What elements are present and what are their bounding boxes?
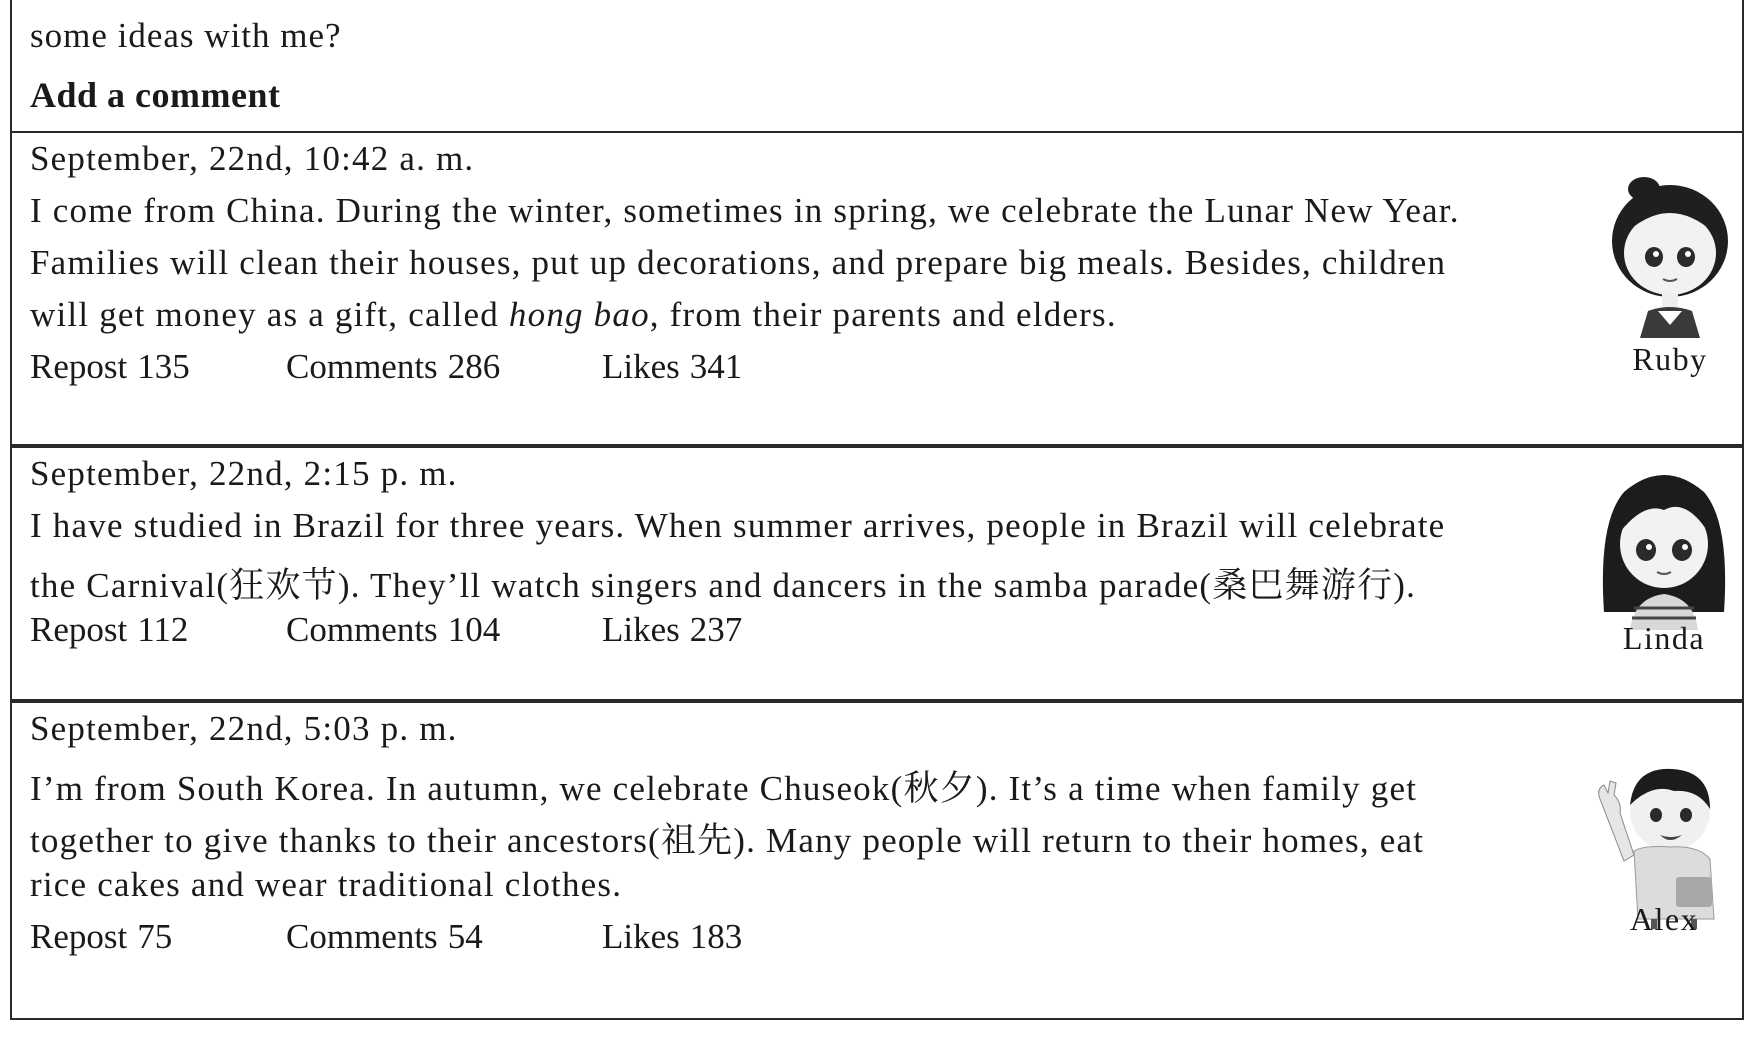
post-text-line: together to give thanks to their ancestors(祖先). Many people will return to their homes, eat (30, 821, 1425, 860)
likes-label: Likes (602, 917, 680, 956)
repost-count: 135 (137, 347, 190, 386)
post-text-line: I’m from South Korea. In autumn, we celebrate Chuseok(秋夕). It’s a time when family get (30, 769, 1418, 808)
comment-post-alex (12, 701, 1742, 1018)
post-text-segment: , from their parents and elders. (649, 295, 1117, 334)
post-timestamp: September, 22nd, 2:15 p. m. (30, 454, 458, 493)
likes-stat[interactable] (602, 610, 742, 650)
likes-count: 237 (689, 610, 743, 649)
forum-frame (10, 0, 1744, 1020)
post-text-line: Families will clean their houses, put up decorations, and prepare big meals. Besides, children (30, 243, 1447, 282)
repost-label: Repost (30, 610, 128, 649)
comments-label: Comments (286, 610, 438, 649)
author-name: Alex (1629, 901, 1699, 937)
post-text-line: I come from China. During the winter, sometimes in spring, we celebrate the Lunar New Year. (30, 191, 1460, 230)
comment-post-linda (12, 446, 1742, 701)
comments-stat[interactable] (286, 610, 500, 650)
post-text-italic: hong bao (508, 295, 650, 334)
comment-post-ruby (12, 133, 1742, 446)
comments-stat[interactable] (286, 917, 483, 957)
comments-count: 286 (447, 347, 501, 386)
author-avatar-alex (1594, 759, 1734, 949)
add-comment-heading: Add a comment (30, 75, 281, 115)
comments-stat[interactable] (286, 347, 500, 387)
author-avatar-linda (1594, 462, 1734, 656)
comments-label: Comments (286, 347, 438, 386)
likes-stat[interactable] (602, 347, 742, 387)
likes-count: 341 (689, 347, 743, 386)
comments-count: 54 (447, 917, 483, 956)
likes-count: 183 (689, 917, 743, 956)
likes-label: Likes (602, 610, 680, 649)
girl-long-hair-icon (1594, 462, 1734, 632)
likes-label: Likes (602, 347, 680, 386)
repost-stat[interactable] (30, 917, 172, 957)
post-text-line: rice cakes and wear traditional clothes. (30, 865, 623, 904)
post-text-line (30, 295, 1117, 335)
post-timestamp: September, 22nd, 5:03 p. m. (30, 709, 458, 748)
comments-label: Comments (286, 917, 438, 956)
post-text-line: I have studied in Brazil for three years. When summer arrives, people in Brazil will celebrate (30, 506, 1446, 545)
author-avatar-ruby (1600, 173, 1740, 377)
repost-count: 112 (137, 610, 189, 649)
author-name: Ruby (1632, 341, 1708, 377)
post-timestamp: September, 22nd, 10:42 a. m. (30, 139, 475, 178)
comments-count: 104 (447, 610, 501, 649)
post-text-segment: will get money as a gift, called (30, 295, 509, 334)
repost-count: 75 (137, 917, 173, 956)
repost-label: Repost (30, 347, 128, 386)
repost-label: Repost (30, 917, 128, 956)
repost-stat[interactable] (30, 347, 190, 387)
likes-stat[interactable] (602, 917, 742, 957)
repost-stat[interactable] (30, 610, 188, 650)
author-name: Linda (1622, 620, 1706, 656)
intro-text: some ideas with me? (30, 16, 342, 55)
girl-ponytail-icon (1600, 173, 1740, 343)
post-text-line: the Carnival(狂欢节). They’ll watch singers and dancers in the samba parade(桑巴舞游行). (30, 566, 1417, 605)
intro-section (12, 0, 1742, 133)
